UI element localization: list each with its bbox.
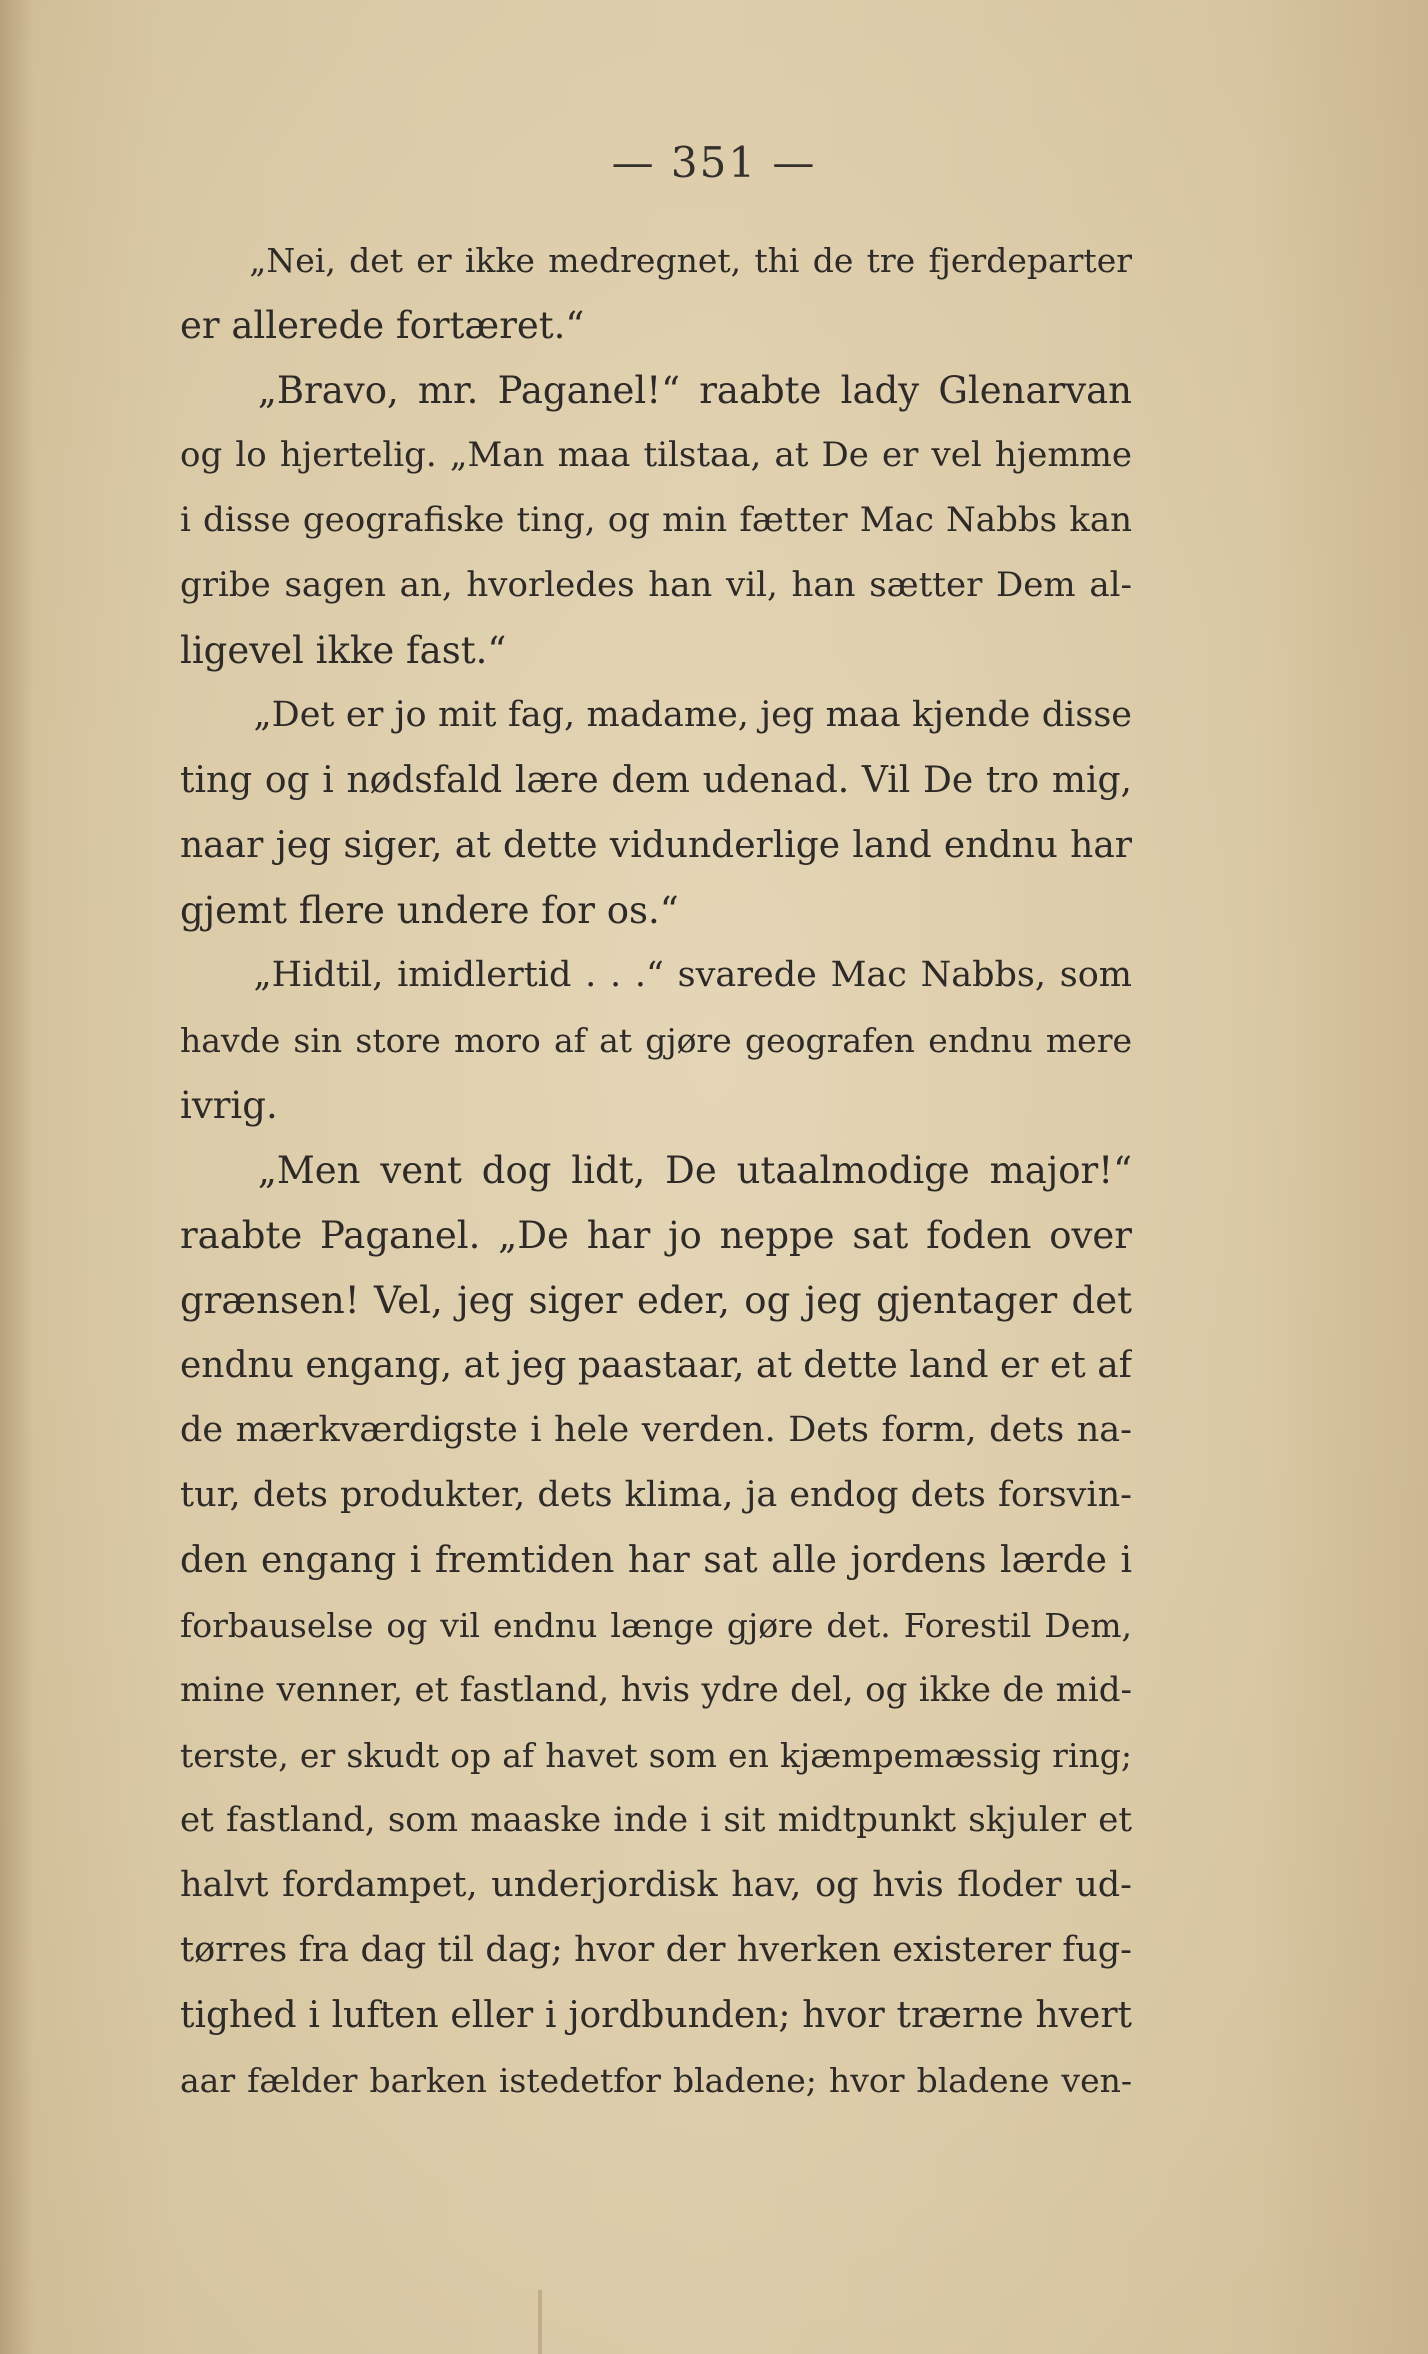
text-line: „Nei, det er ikke medregnet, thi de tre fjerdeparter	[249, 241, 1132, 280]
text-line: de mærkværdigste i hele verden. Dets form, dets na-	[180, 1410, 1132, 1450]
text-line: raabte Paganel. „De har jo neppe sat foden over	[180, 1214, 1132, 1257]
spine-shadow	[0, 0, 34, 2354]
text-line: „Hidtil, imidlertid . . .“ svarede Mac Nabbs, som	[253, 955, 1132, 995]
text-line: terste, er skudt op af havet som en kjæmpemæssig ring;	[180, 1736, 1132, 1775]
text-line: ligevel ikke fast.“	[180, 629, 507, 672]
text-line: halvt fordampet, underjordisk hav, og hvis floder ud-	[180, 1865, 1132, 1905]
text-line: grænsen! Vel, jeg siger eder, og jeg gjentager det	[180, 1279, 1132, 1322]
text-line: ivrig.	[180, 1084, 278, 1127]
text-line: og lo hjertelig. „Man maa tilstaa, at De er vel hjemme	[180, 435, 1132, 475]
text-line: endnu engang, at jeg paastaar, at dette land er et af	[180, 1345, 1132, 1386]
text-line: gjemt flere undere for os.“	[180, 889, 679, 932]
text-line: forbauselse og vil endnu længe gjøre det. Forestil Dem,	[180, 1606, 1132, 1645]
text-line: tighed i luften eller i jordbunden; hvor trærne hvert	[180, 1995, 1132, 2036]
page-crease	[538, 2290, 542, 2354]
text-line: mine venner, et fastland, hvis ydre del, og ikke de mid-	[180, 1670, 1132, 1710]
text-line: havde sin store moro af at gjøre geografen endnu mere	[180, 1021, 1132, 1060]
text-line: aar fælder barken istedetfor bladene; hvor bladene ven-	[180, 2061, 1132, 2100]
text-line: „Men vent dog lidt, De utaalmodige major!“	[257, 1149, 1132, 1192]
text-line: tur, dets produkter, dets klima, ja endog dets forsvin-	[180, 1475, 1132, 1515]
text-line: et fastland, som maaske inde i sit midtpunkt skjuler et	[180, 1800, 1132, 1840]
text-line: tørres fra dag til dag; hvor der hverken existerer fug-	[180, 1930, 1132, 1970]
text-line: naar jeg siger, at dette vidunderlige land endnu har	[180, 825, 1132, 866]
text-line: i disse geografiske ting, og min fætter Mac Nabbs kan	[180, 500, 1132, 540]
text-line: gribe sagen an, hvorledes han vil, han sætter Dem al-	[180, 565, 1132, 605]
body-text	[180, 228, 1132, 2113]
text-line: ting og i nødsfald lære dem udenad. Vil De tro mig,	[180, 760, 1132, 801]
text-line: „Det er jo mit fag, madame, jeg maa kjende disse	[253, 695, 1132, 735]
text-line: „Bravo, mr. Paganel!“ raabte lady Glenarvan	[257, 369, 1132, 412]
page-number: — 351 —	[611, 138, 817, 187]
text-line: den engang i fremtiden har sat alle jordens lærde i	[180, 1540, 1132, 1581]
text-line: er allerede fortæret.“	[180, 304, 585, 347]
